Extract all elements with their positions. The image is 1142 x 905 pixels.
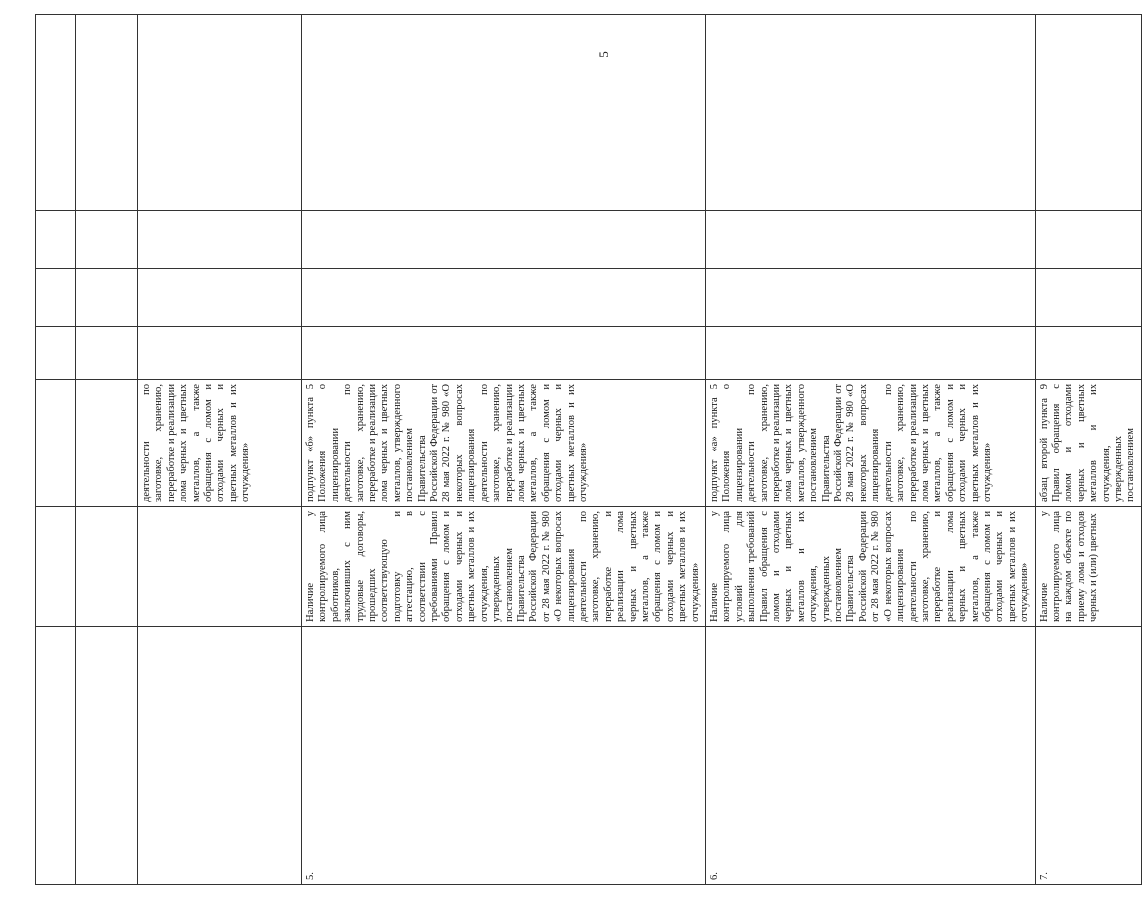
table-cell bbox=[706, 15, 1036, 211]
table-row bbox=[36, 15, 76, 885]
requirement-text: Наличие у контролируемого лица на каждом объекте по приему лома и отходов черных и (или) цветных bbox=[1038, 511, 1100, 622]
requirement-cell bbox=[138, 507, 302, 627]
table-cell bbox=[1035, 327, 1141, 380]
table-row bbox=[76, 15, 138, 885]
reference-text: подпункт «а» пункта 5 Положения о лицензировании деятельности по заготовке, хранению, переработке и реализации лома черных и цветных металлов, утвержденного постановлением Правительства Российской Федерации от 28 мая 2022 г. № 980 «О некоторых вопросах лицензирования деятельности по заготовке, хранению, переработке и реализации лома черных и цветных металлов, а также обращения с ломом и отходами черных и цветных металлов и их отчуждения» bbox=[709, 384, 993, 502]
row-number: 5. bbox=[302, 627, 706, 885]
table-cell bbox=[76, 211, 138, 269]
reference-cell bbox=[138, 380, 302, 507]
table-cell bbox=[36, 15, 76, 211]
page-number: 5 bbox=[595, 51, 611, 58]
table-cell bbox=[706, 211, 1036, 269]
requirement-text: Наличие у контролируемого лица условий для выполнения требований Правил обращения с ломом и отходами черных и цветных металлов и их отчуждения, утвержденных постановлением Правительства Российской Федерации от 28 мая 2022 г. № 980 «О некоторых вопросах лицензирования деятельности по заготовке, хранению, переработке и реализации лома черных и цветных металлов, а также обращения с ломом и отходами черных и цветных металлов и их отчуждения» bbox=[709, 511, 1031, 622]
table-cell bbox=[76, 507, 138, 627]
table-row bbox=[138, 15, 302, 885]
table-cell bbox=[1035, 15, 1141, 211]
table-cell bbox=[36, 627, 76, 885]
table-row bbox=[706, 15, 1036, 885]
table-cell bbox=[302, 269, 706, 327]
requirement-cell bbox=[302, 507, 706, 627]
table-cell bbox=[36, 269, 76, 327]
table-cell bbox=[302, 327, 706, 380]
reference-cell bbox=[706, 380, 1036, 507]
table-cell bbox=[138, 211, 302, 269]
table-row bbox=[1035, 15, 1141, 885]
table-cell bbox=[706, 327, 1036, 380]
table-cell bbox=[1035, 269, 1141, 327]
table-row bbox=[302, 15, 706, 885]
row-number: 7. bbox=[1035, 627, 1141, 885]
table-cell bbox=[36, 507, 76, 627]
requirement-cell bbox=[1035, 507, 1141, 627]
table-cell bbox=[302, 211, 706, 269]
rotated-table-wrapper bbox=[35, 15, 1137, 885]
requirement-cell bbox=[706, 507, 1036, 627]
reference-cell bbox=[1035, 380, 1141, 507]
reference-text: абзац второй пункта 9 Правил обращения с ломом и отходами черных и цветных металлов и их отчуждения, утвержденных постановлением bbox=[1038, 384, 1137, 502]
reference-text: подпункт «б» пункта 5 Положения о лицензировании деятельности по заготовке, хранению, переработке и реализации лома черных и цветных металлов, утвержденного постановлением Правительства Российской Федерации от 28 мая 2022 г. № 980 «О некоторых вопросах лицензирования деятельности по заготовке, хранению, переработке и реализации лома черных и цветных металлов, а также обращения с ломом и отходами черных и цветных металлов и их отчуждения» bbox=[305, 384, 589, 502]
table-cell bbox=[302, 15, 706, 211]
table-cell bbox=[36, 380, 76, 507]
table-cell bbox=[76, 627, 138, 885]
table-cell bbox=[138, 269, 302, 327]
table-cell bbox=[138, 15, 302, 211]
row-number: 6. bbox=[706, 627, 1036, 885]
table-cell bbox=[76, 269, 138, 327]
table-cell bbox=[76, 380, 138, 507]
requirements-table bbox=[35, 14, 1142, 885]
table-cell bbox=[76, 15, 138, 211]
requirement-text: Наличие у контролируемого лица работников, заключивших с ним трудовые договоры, прошедших соответствующую подготовку и аттестацию, в соответствии с требованиями Правил обращения с ломом и отходами черных и цветных металлов и их отчуждения, утвержденных постановлением Правительства Российской Федерации от 28 мая 2022 г. № 980 «О некоторых вопросах лицензирования деятельности по заготовке, хранению, переработке и реализации лома черных и цветных металлов, а также обращения с ломом и отходами черных и цветных металлов и их отчуждения» bbox=[305, 511, 701, 622]
table-cell bbox=[138, 327, 302, 380]
table-cell bbox=[1035, 211, 1141, 269]
table-cell bbox=[706, 269, 1036, 327]
table-cell bbox=[76, 327, 138, 380]
table-cell bbox=[36, 327, 76, 380]
reference-text: деятельности по заготовке, хранению, переработке и реализации лома черных и цветных металлов, а также обращения с ломом и отходами черных и цветных металлов и их отчуждения» bbox=[141, 384, 252, 502]
table-cell bbox=[36, 211, 76, 269]
row-number bbox=[138, 627, 302, 885]
reference-cell bbox=[302, 380, 706, 507]
